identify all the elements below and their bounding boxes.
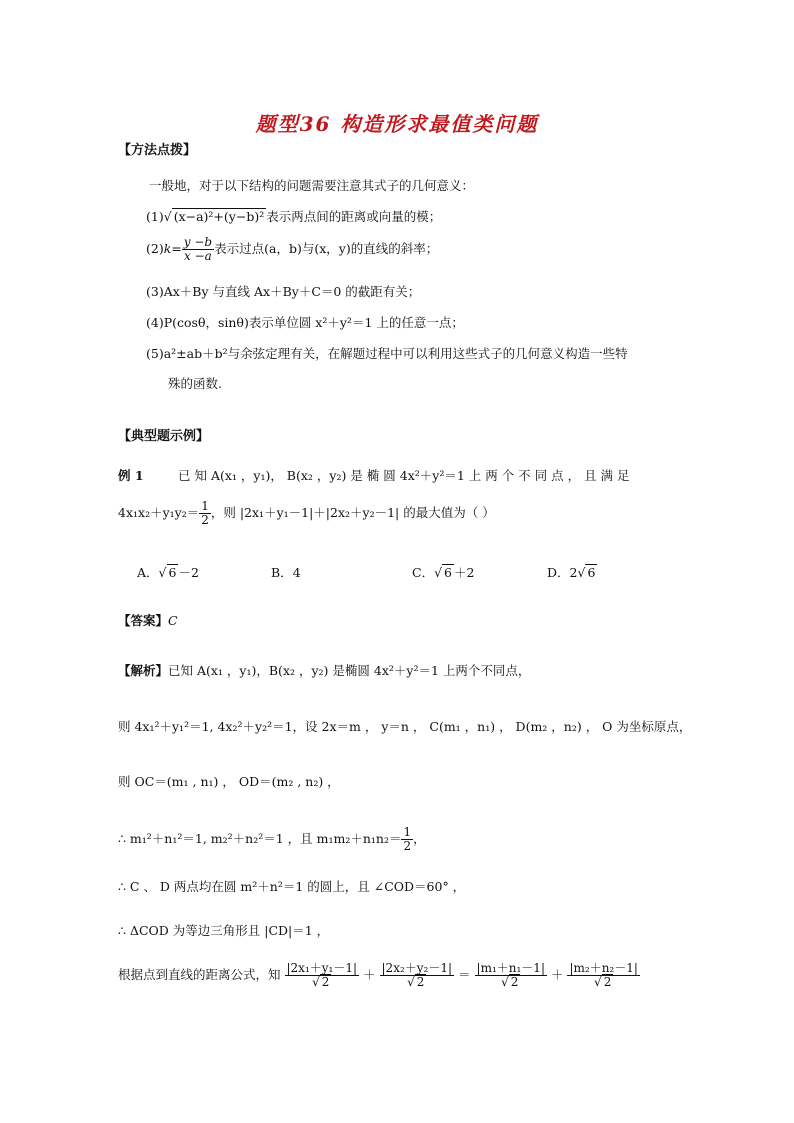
method-item-2: (2)k= $\frac{y -b}{x -a}$ 表示过点(a，b)与(x，y)的直线的斜率；	[146, 235, 439, 264]
method-item-4: (4)P(cosθ，sinθ)表示单位圆 x²＋y²＝1 上的任意一点；	[146, 315, 464, 330]
method-item-1: (1)√ (x−a)²+(y−b)² 表示两点间的距离或向量的模；	[146, 209, 442, 224]
option-a[interactable]: A．√ 6 －2	[137, 565, 199, 580]
example-1-line-1: 已 知 A(x₁ ，y₁)， B(x₂ ，y₂) 是 椭 圆 4x²＋y²＝1 上 两 个 不 同 点 ， 且 满 足	[178, 468, 630, 483]
method-header: 【方法点拨】	[118, 143, 197, 158]
analysis-line-5: ∴ C 、 D 两点均在圆 m²＋n²＝1 的圆上，且 ∠COD＝60° ，	[118, 879, 466, 894]
example-1-line-2: 4x₁x₂＋y₁y₂＝ $\frac{1}{2}$ ，则 |2x₁＋y₁－1|＋|2x₂＋y₂－1| 的最大值为（ ）	[118, 499, 495, 528]
page-title: 题型36 构造形求最值类问题	[255, 112, 539, 136]
option-c[interactable]: C．√ 6 ＋2	[412, 565, 475, 580]
analysis-line-2: 则 4x₁²＋y₁²＝1, 4x₂²＋y₂²＝1，设 2x＝m ， y＝n ， C(m₁ ，n₁) ， D(m₂ ，n₂) ， O 为坐标原点，	[118, 719, 692, 734]
method-item-3: (3)Ax＋By 与直线 Ax＋By＋C＝0 的截距有关；	[146, 284, 421, 299]
option-d[interactable]: D．2√ 6	[547, 565, 596, 580]
examples-header: 【典型题示例】	[118, 429, 210, 444]
option-b[interactable]: B．4	[271, 565, 301, 580]
method-item-5: (5)a²±ab＋b²与余弦定理有关，在解题过程中可以利用这些式子的几何意义构造一些特	[146, 346, 628, 361]
analysis-line-7: 根据点到直线的距离公式，知 $\frac{\text{|2x₁＋y₁－1|}}{√ 2}$ ＋ $\frac{\text{|2x₂＋y₂－1|}}{√ 2}$ ＝ $\frac{\text{|m₁＋n₁－1|}}{√ 2}$ ＋ $\frac{\text{|m₂＋n₂－1|}}{√ 2}$	[118, 961, 638, 990]
analysis-line-1: 【解析】已知 A(x₁ ，y₁)，B(x₂ ，y₂) 是椭圆 4x²＋y²＝1 上两个不同点，	[118, 663, 531, 678]
analysis-line-6: ∴ ΔCOD 为等边三角形且 |CD|＝1 ，	[118, 923, 330, 938]
example-1-label: 例 1	[118, 468, 144, 483]
analysis-line-4: ∴ m₁²＋n₁²＝1, m₂²＋n₂²＝1 ，且 m₁m₂＋n₁n₂＝ $\frac{1}{2}$ ，	[118, 825, 426, 854]
analysis-line-3: 则 OC＝(m₁ , n₁) ， OD＝(m₂ , n₂) ，	[118, 774, 340, 789]
method-intro: 一般地，对于以下结构的问题需要注意其式子的几何意义：	[149, 178, 475, 193]
method-item-5-cont: 殊的函数.	[168, 376, 222, 391]
answer: 【答案】C	[118, 613, 178, 628]
